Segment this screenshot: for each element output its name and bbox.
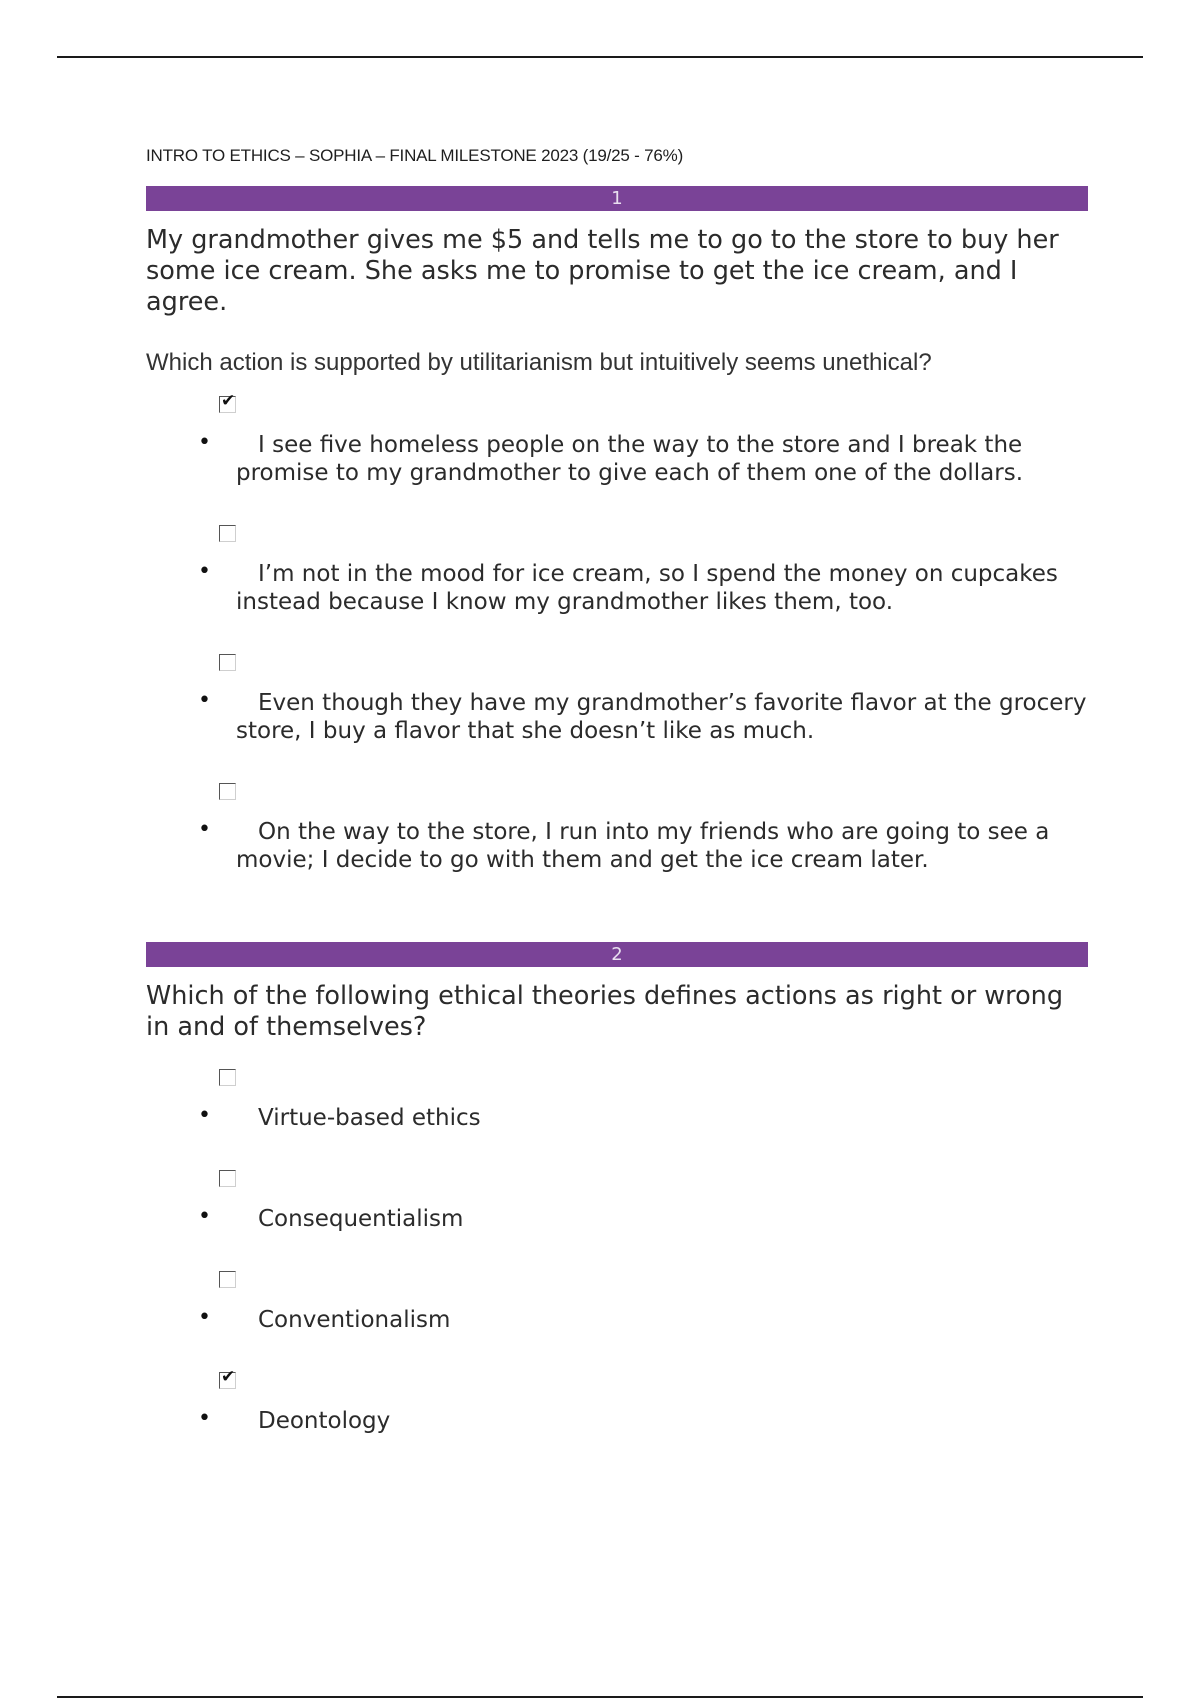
answer-options: [146, 1069, 1088, 1435]
bullet-icon: •: [198, 1305, 211, 1330]
bullet-icon: •: [198, 1204, 211, 1229]
option-text[interactable]: Deontology: [258, 1408, 391, 1434]
option-checkbox[interactable]: [219, 1271, 236, 1288]
option-checkbox[interactable]: [219, 1170, 236, 1187]
question-stem: Which of the following ethical theories defines actions as right or wrong in and of themselves?: [146, 981, 1064, 1042]
question-1: [146, 186, 1088, 874]
bullet-icon: •: [198, 688, 211, 713]
option-checkbox[interactable]: [219, 1069, 236, 1086]
bullet-icon: •: [198, 430, 211, 455]
bottom-rule: [57, 1696, 1143, 1698]
option-checkbox[interactable]: [219, 525, 236, 542]
option-text[interactable]: I see five homeless people on the way to the store and I break the promise to my grandmother to give each of them one of the dollars.: [236, 432, 1024, 486]
option-checkbox[interactable]: [219, 391, 236, 413]
option-text[interactable]: Conventionalism: [258, 1307, 451, 1333]
option-checkbox[interactable]: [219, 783, 236, 800]
answer-option: [146, 1367, 1088, 1435]
checkmark-icon: ✔: [221, 391, 236, 411]
option-text[interactable]: Virtue-based ethics: [258, 1105, 481, 1131]
document-body: [146, 146, 1088, 1435]
top-rule: [57, 56, 1143, 58]
option-text[interactable]: On the way to the store, I run into my friends who are going to see a movie; I decide to go with them and get the ice cream later.: [236, 819, 1050, 873]
question-2: [146, 942, 1088, 1435]
answer-option: [146, 1271, 1088, 1334]
option-checkbox[interactable]: [219, 654, 236, 671]
option-checkbox[interactable]: [219, 1367, 236, 1389]
answer-option: [146, 654, 1088, 745]
answer-option: [146, 525, 1088, 616]
bullet-icon: •: [198, 1406, 211, 1431]
document-title: INTRO TO ETHICS – SOPHIA – FINAL MILESTONE 2023 (19/25 - 76%): [146, 146, 684, 165]
option-text[interactable]: Consequentialism: [258, 1206, 464, 1232]
question-stem: My grandmother gives me $5 and tells me to go to the store to buy her some ice cream. She asks me to promise to get the ice cream, and I agree.: [146, 225, 1059, 317]
answer-option: [146, 1170, 1088, 1233]
answer-option: [146, 783, 1088, 874]
checkmark-icon: ✔: [221, 1367, 236, 1387]
answer-options: [146, 391, 1088, 874]
question-prompt: Which action is supported by utilitarianism but intuitively seems unethical?: [146, 349, 932, 376]
question-number-bar: 2: [146, 942, 1088, 967]
bullet-icon: •: [198, 817, 211, 842]
question-number-bar: 1: [146, 186, 1088, 211]
answer-option: [146, 1069, 1088, 1132]
bullet-icon: •: [198, 1103, 211, 1128]
answer-option: [146, 391, 1088, 487]
bullet-icon: •: [198, 559, 211, 584]
option-text[interactable]: I’m not in the mood for ice cream, so I spend the money on cupcakes instead because I know my grandmother likes them, too.: [236, 561, 1058, 615]
option-text[interactable]: Even though they have my grandmother’s favorite flavor at the grocery store, I buy a flavor that she doesn’t like as much.: [236, 690, 1087, 744]
